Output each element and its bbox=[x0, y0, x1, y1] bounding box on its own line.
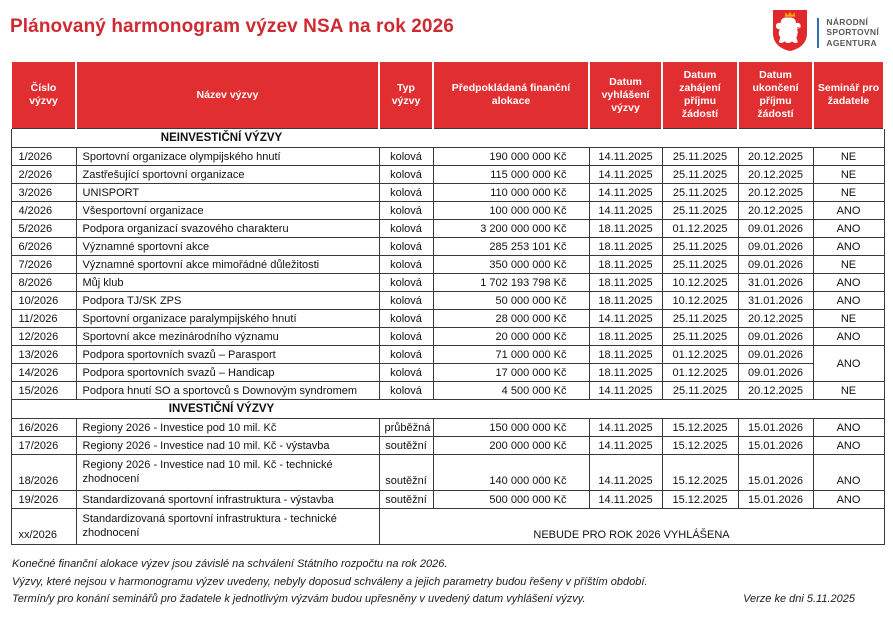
section-title: INVESTIČNÍ VÝZVY bbox=[168, 403, 275, 415]
cell-date-end: 20.12.2025 bbox=[738, 382, 813, 400]
cell-call-number: xx/2026 bbox=[11, 509, 76, 545]
col-header-call-number: Číslo výzvy bbox=[11, 61, 76, 129]
cell-call-number: 10/2026 bbox=[11, 292, 76, 310]
cell-date-start: 25.11.2025 bbox=[662, 382, 738, 400]
cell-call-type: kolová bbox=[379, 238, 433, 256]
cell-seminar: NE bbox=[813, 256, 884, 274]
cell-call-number: 1/2026 bbox=[11, 148, 76, 166]
cell-date-announced: 14.11.2025 bbox=[589, 455, 662, 491]
cell-call-name: Podpora TJ/SK ZPS bbox=[76, 292, 379, 310]
cell-call-name: Standardizovaná sportovní infrastruktura - výstavba bbox=[76, 491, 379, 509]
cell-date-announced: 14.11.2025 bbox=[589, 166, 662, 184]
table-row bbox=[11, 509, 884, 545]
cell-seminar: ANO bbox=[813, 328, 884, 346]
cell-allocation: 500 000 000 Kč bbox=[433, 491, 589, 509]
cell-date-announced: 18.11.2025 bbox=[589, 274, 662, 292]
cell-call-name: Podpora sportovních svazů – Handicap bbox=[76, 364, 379, 382]
cell-seminar: ANO bbox=[813, 419, 884, 437]
cell-seminar: NE bbox=[813, 310, 884, 328]
table-row bbox=[11, 364, 884, 382]
footer-note: Konečné finanční alokace výzev jsou závislé na schválení Státního rozpočtu na rok 2026. bbox=[12, 558, 448, 570]
cell-call-name: Regiony 2026 - Investice nad 10 mil. Kč - technické zhodnocení bbox=[76, 455, 379, 491]
cell-date-end: 15.01.2026 bbox=[738, 491, 813, 509]
footer-note: Termín/y pro konání seminářů pro žadatele k jednotlivým výzvám budou upřesněny v uvedený datum vyhlášení výzvy. bbox=[12, 593, 586, 605]
cell-call-type: kolová bbox=[379, 256, 433, 274]
cell-date-end: 09.01.2026 bbox=[738, 238, 813, 256]
cell-call-name: Standardizovaná sportovní infrastruktura - technické zhodnocení bbox=[76, 509, 379, 545]
page-header bbox=[10, 6, 883, 56]
cell-call-name: Sportovní akce mezinárodního významu bbox=[76, 328, 379, 346]
table-row bbox=[11, 238, 884, 256]
cell-seminar: ANO bbox=[813, 274, 884, 292]
cell-call-type: kolová bbox=[379, 184, 433, 202]
table-row bbox=[11, 220, 884, 238]
cell-allocation: 1 702 193 798 Kč bbox=[433, 274, 589, 292]
cell-date-announced: 14.11.2025 bbox=[589, 382, 662, 400]
cell-call-number: 12/2026 bbox=[11, 328, 76, 346]
cell-seminar: ANO bbox=[813, 292, 884, 310]
cell-date-announced: 14.11.2025 bbox=[589, 437, 662, 455]
cell-call-number: 18/2026 bbox=[11, 455, 76, 491]
cell-allocation: 28 000 000 Kč bbox=[433, 310, 589, 328]
cell-date-end: 09.01.2026 bbox=[738, 220, 813, 238]
cell-call-type: kolová bbox=[379, 310, 433, 328]
table-row bbox=[11, 202, 884, 220]
cell-allocation: 50 000 000 Kč bbox=[433, 292, 589, 310]
cell-date-announced: 18.11.2025 bbox=[589, 220, 662, 238]
col-header-date-start: Datum zahájení příjmu žádostí bbox=[662, 61, 738, 129]
cell-call-type: kolová bbox=[379, 166, 433, 184]
cell-call-number: 3/2026 bbox=[11, 184, 76, 202]
cell-date-start: 10.12.2025 bbox=[662, 292, 738, 310]
cell-seminar: NE bbox=[813, 184, 884, 202]
col-header-call-name: Název výzvy bbox=[76, 61, 379, 129]
cell-call-type: kolová bbox=[379, 364, 433, 382]
schedule-table bbox=[10, 60, 885, 545]
cell-date-start: 25.11.2025 bbox=[662, 166, 738, 184]
section-header-row bbox=[11, 400, 884, 419]
table-row bbox=[11, 328, 884, 346]
section-header-row bbox=[11, 129, 884, 148]
footer-notes bbox=[12, 556, 883, 609]
cell-date-end: 31.01.2026 bbox=[738, 292, 813, 310]
col-header-allocation: Předpokládaná finanční alokace bbox=[433, 61, 589, 129]
cell-call-number: 13/2026 bbox=[11, 346, 76, 364]
cell-date-start: 15.12.2025 bbox=[662, 455, 738, 491]
cell-call-name: Sportovní organizace olympijského hnutí bbox=[76, 148, 379, 166]
cell-date-start: 01.12.2025 bbox=[662, 346, 738, 364]
cell-call-name: Podpora organizací svazového charakteru bbox=[76, 220, 379, 238]
cell-date-announced: 14.11.2025 bbox=[589, 419, 662, 437]
section-header-cell bbox=[11, 129, 884, 148]
cell-date-start: 25.11.2025 bbox=[662, 328, 738, 346]
cell-allocation: 150 000 000 Kč bbox=[433, 419, 589, 437]
cell-date-end: 15.01.2026 bbox=[738, 419, 813, 437]
cell-call-name: Regiony 2026 - Investice pod 10 mil. Kč bbox=[76, 419, 379, 437]
cell-date-start: 25.11.2025 bbox=[662, 238, 738, 256]
cell-date-end: 20.12.2025 bbox=[738, 148, 813, 166]
cell-call-number: 8/2026 bbox=[11, 274, 76, 292]
cell-date-announced: 18.11.2025 bbox=[589, 256, 662, 274]
cell-date-announced: 18.11.2025 bbox=[589, 364, 662, 382]
cell-seminar: NE bbox=[813, 148, 884, 166]
cell-seminar: NE bbox=[813, 382, 884, 400]
cell-allocation: 115 000 000 Kč bbox=[433, 166, 589, 184]
table-header bbox=[11, 61, 884, 129]
section-title: NEINVESTIČNÍ VÝZVY bbox=[160, 132, 283, 144]
cell-call-type: kolová bbox=[379, 274, 433, 292]
cell-allocation: 110 000 000 Kč bbox=[433, 184, 589, 202]
cell-date-announced: 14.11.2025 bbox=[589, 202, 662, 220]
cell-call-type: kolová bbox=[379, 328, 433, 346]
cell-date-end: 20.12.2025 bbox=[738, 310, 813, 328]
page-title: Plánovaný harmonogram výzev NSA na rok 2026 bbox=[10, 16, 454, 37]
cell-date-end: 20.12.2025 bbox=[738, 184, 813, 202]
cell-date-end: 20.12.2025 bbox=[738, 166, 813, 184]
cell-call-type: soutěžní bbox=[379, 455, 433, 491]
cell-call-name: Zastřešující sportovní organizace bbox=[76, 166, 379, 184]
cell-date-announced: 14.11.2025 bbox=[589, 148, 662, 166]
cell-date-announced: 18.11.2025 bbox=[589, 292, 662, 310]
col-header-date-announced: Datum vyhlášení výzvy bbox=[589, 61, 662, 129]
cell-call-number: 19/2026 bbox=[11, 491, 76, 509]
cell-allocation: 190 000 000 Kč bbox=[433, 148, 589, 166]
cell-date-start: 01.12.2025 bbox=[662, 220, 738, 238]
table-row bbox=[11, 184, 884, 202]
version-label: Verze ke dni 5.11.2025 bbox=[743, 593, 855, 605]
cell-date-announced: 14.11.2025 bbox=[589, 184, 662, 202]
cell-date-start: 01.12.2025 bbox=[662, 364, 738, 382]
cell-seminar: NE bbox=[813, 166, 884, 184]
cell-date-end: 15.01.2026 bbox=[738, 455, 813, 491]
cell-date-start: 25.11.2025 bbox=[662, 310, 738, 328]
cell-allocation: 3 200 000 000 Kč bbox=[433, 220, 589, 238]
cell-date-announced: 18.11.2025 bbox=[589, 238, 662, 256]
logo-line-1: NÁRODNÍ bbox=[826, 16, 869, 27]
cell-date-start: 15.12.2025 bbox=[662, 491, 738, 509]
col-header-call-type: Typ výzvy bbox=[379, 61, 433, 129]
table-row bbox=[11, 437, 884, 455]
cell-call-name: Významné sportovní akce bbox=[76, 238, 379, 256]
cell-call-number: 6/2026 bbox=[11, 238, 76, 256]
cell-call-type: soutěžní bbox=[379, 491, 433, 509]
cell-date-start: 25.11.2025 bbox=[662, 256, 738, 274]
czech-lion-shield-icon bbox=[771, 8, 809, 57]
cell-date-end: 09.01.2026 bbox=[738, 364, 813, 382]
col-header-date-end: Datum ukončení příjmu žádostí bbox=[738, 61, 813, 129]
cell-call-number: 16/2026 bbox=[11, 419, 76, 437]
cell-allocation: 350 000 000 Kč bbox=[433, 256, 589, 274]
cell-date-start: 25.11.2025 bbox=[662, 184, 738, 202]
cell-allocation: 71 000 000 Kč bbox=[433, 346, 589, 364]
cell-call-number: 5/2026 bbox=[11, 220, 76, 238]
cell-seminar: ANO bbox=[813, 202, 884, 220]
footer-note: Výzvy, které nejsou v harmonogramu výzev uvedeny, nebyly doposud schváleny a jejich parametry budou řešeny v příštím období. bbox=[12, 575, 648, 588]
cell-call-number: 4/2026 bbox=[11, 202, 76, 220]
cell-call-type: kolová bbox=[379, 292, 433, 310]
table-row bbox=[11, 256, 884, 274]
table-row bbox=[11, 455, 884, 491]
cell-call-name: Významné sportovní akce mimořádné důležitosti bbox=[76, 256, 379, 274]
logo-line-3: AGENTURA bbox=[826, 37, 877, 48]
cell-call-type: soutěžní bbox=[379, 437, 433, 455]
cell-date-end: 31.01.2026 bbox=[738, 274, 813, 292]
cell-date-end: 09.01.2026 bbox=[738, 346, 813, 364]
cell-not-announced-note: NEBUDE PRO ROK 2026 VYHLÁŠENA bbox=[379, 509, 884, 545]
cell-date-start: 25.11.2025 bbox=[662, 148, 738, 166]
cell-call-type: kolová bbox=[379, 202, 433, 220]
cell-date-announced: 14.11.2025 bbox=[589, 491, 662, 509]
table-row bbox=[11, 346, 884, 364]
cell-call-number: 7/2026 bbox=[11, 256, 76, 274]
table-row bbox=[11, 292, 884, 310]
table-row bbox=[11, 491, 884, 509]
logo-divider bbox=[817, 18, 819, 48]
cell-date-end: 09.01.2026 bbox=[738, 256, 813, 274]
table-row bbox=[11, 166, 884, 184]
cell-allocation: 200 000 000 Kč bbox=[433, 437, 589, 455]
cell-allocation: 100 000 000 Kč bbox=[433, 202, 589, 220]
cell-seminar: ANO bbox=[813, 491, 884, 509]
cell-call-name: Můj klub bbox=[76, 274, 379, 292]
cell-allocation: 4 500 000 Kč bbox=[433, 382, 589, 400]
cell-seminar: ANO bbox=[813, 455, 884, 491]
cell-date-announced: 14.11.2025 bbox=[589, 310, 662, 328]
cell-call-number: 2/2026 bbox=[11, 166, 76, 184]
cell-allocation: 20 000 000 Kč bbox=[433, 328, 589, 346]
cell-call-name: Regiony 2026 - Investice nad 10 mil. Kč - výstavba bbox=[76, 437, 379, 455]
table-row bbox=[11, 419, 884, 437]
logo-line-2: SPORTOVNÍ bbox=[826, 27, 879, 38]
logo-wordmark bbox=[826, 17, 879, 49]
cell-call-name: Všesportovní organizace bbox=[76, 202, 379, 220]
cell-call-type: kolová bbox=[379, 148, 433, 166]
footer-note-row bbox=[12, 591, 883, 609]
cell-call-number: 14/2026 bbox=[11, 364, 76, 382]
cell-seminar: ANO bbox=[813, 238, 884, 256]
cell-seminar: ANO bbox=[813, 220, 884, 238]
section-header-cell bbox=[11, 400, 884, 419]
cell-call-name: Sportovní organizace paralympijského hnutí bbox=[76, 310, 379, 328]
cell-seminar: ANO bbox=[813, 346, 884, 382]
nsa-logo bbox=[771, 8, 879, 57]
cell-seminar: ANO bbox=[813, 437, 884, 455]
cell-date-start: 10.12.2025 bbox=[662, 274, 738, 292]
cell-call-name: Podpora sportovních svazů – Parasport bbox=[76, 346, 379, 364]
cell-date-start: 25.11.2025 bbox=[662, 202, 738, 220]
cell-allocation: 140 000 000 Kč bbox=[433, 455, 589, 491]
cell-date-end: 20.12.2025 bbox=[738, 202, 813, 220]
cell-date-start: 15.12.2025 bbox=[662, 437, 738, 455]
cell-call-name: UNISPORT bbox=[76, 184, 379, 202]
cell-date-start: 15.12.2025 bbox=[662, 419, 738, 437]
cell-date-end: 09.01.2026 bbox=[738, 328, 813, 346]
cell-call-number: 17/2026 bbox=[11, 437, 76, 455]
cell-call-type: kolová bbox=[379, 346, 433, 364]
cell-date-end: 15.01.2026 bbox=[738, 437, 813, 455]
cell-call-number: 11/2026 bbox=[11, 310, 76, 328]
cell-call-name: Podpora hnutí SO a sportovců s Downovým syndromem bbox=[76, 382, 379, 400]
cell-call-type: kolová bbox=[379, 220, 433, 238]
cell-allocation: 285 253 101 Kč bbox=[433, 238, 589, 256]
cell-date-announced: 18.11.2025 bbox=[589, 346, 662, 364]
cell-call-number: 15/2026 bbox=[11, 382, 76, 400]
table-row bbox=[11, 382, 884, 400]
schedule-table-body bbox=[11, 129, 884, 545]
table-row bbox=[11, 148, 884, 166]
col-header-seminar: Seminář pro žadatele bbox=[813, 61, 884, 129]
table-row bbox=[11, 310, 884, 328]
cell-date-announced: 18.11.2025 bbox=[589, 328, 662, 346]
cell-call-type: průběžná bbox=[379, 419, 433, 437]
table-row bbox=[11, 274, 884, 292]
cell-call-type: kolová bbox=[379, 382, 433, 400]
cell-allocation: 17 000 000 Kč bbox=[433, 364, 589, 382]
